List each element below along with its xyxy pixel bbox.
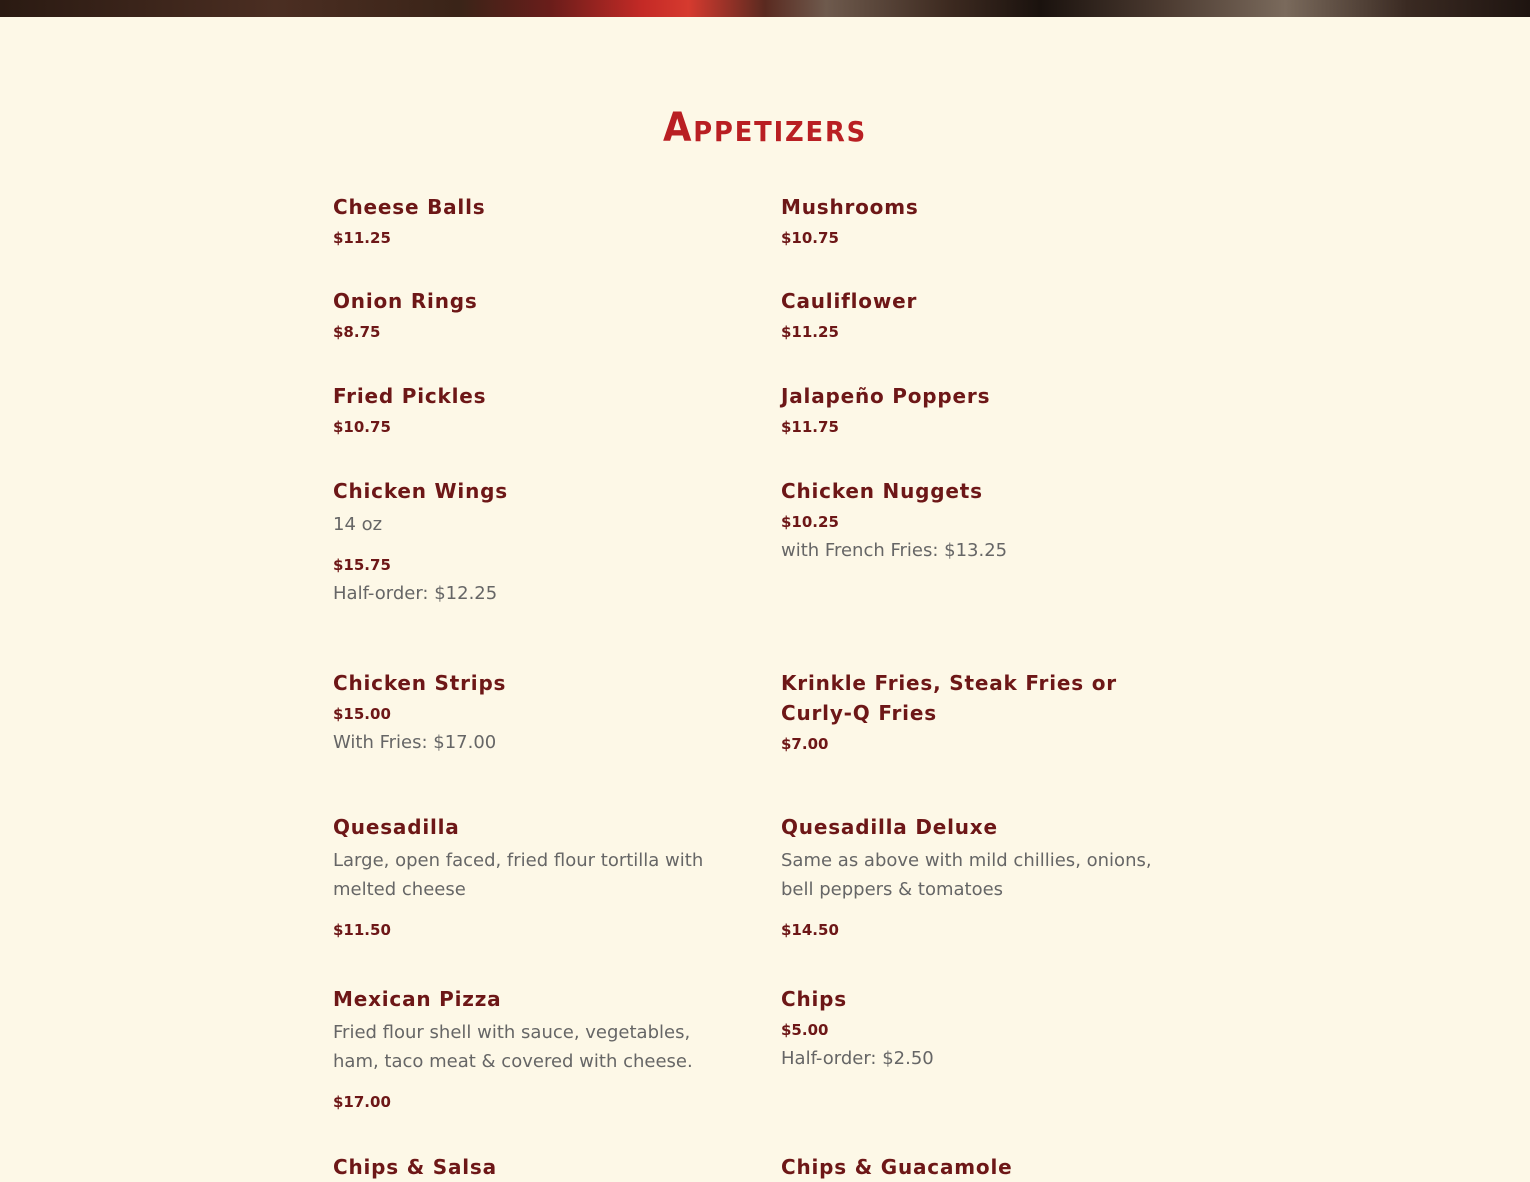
menu-item-cauliflower (781, 286, 1171, 342)
item-name: Krinkle Fries, Steak Fries or Curly-Q Fries (781, 671, 1117, 725)
item-name: Cheese Balls (333, 195, 486, 219)
item-name: Chips (781, 987, 847, 1011)
item-note: Half-order: $12.25 (333, 583, 498, 604)
item-description: Same as above with mild chillies, onions, bell peppers & tomatoes (781, 850, 1152, 900)
menu-item-chips-guacamole (781, 1152, 1171, 1182)
menu-item-chicken-wings (333, 476, 723, 608)
item-price: $11.75 (781, 418, 839, 436)
item-name: Quesadilla (333, 815, 460, 839)
item-price: $15.75 (333, 556, 391, 574)
item-note: Half-order: $2.50 (781, 1048, 934, 1069)
menu-item-mushrooms (781, 192, 1171, 248)
menu-item-fried-pickles (333, 381, 723, 437)
menu-item-chicken-strips (333, 668, 723, 757)
item-name: Quesadilla Deluxe (781, 815, 998, 839)
item-name: Chicken Strips (333, 671, 507, 695)
item-name: Jalapeño Poppers (781, 384, 991, 408)
menu-item-onion-rings (333, 286, 723, 342)
menu-item-chips-salsa (333, 1152, 723, 1182)
item-name: Mushrooms (781, 195, 919, 219)
item-price: $17.00 (333, 1093, 391, 1111)
item-price: $10.75 (781, 229, 839, 247)
item-note: with French Fries: $13.25 (781, 540, 1008, 561)
item-name: Chips & Salsa (333, 1155, 497, 1179)
item-price: $7.00 (781, 735, 829, 753)
menu-item-fries (781, 668, 1171, 754)
item-price: $8.75 (333, 323, 381, 341)
item-price: $11.25 (333, 229, 391, 247)
item-name: Fried Pickles (333, 384, 487, 408)
menu-item-chicken-nuggets (781, 476, 1171, 565)
item-name: Chicken Nuggets (781, 479, 983, 503)
menu-item-jalapeno-poppers (781, 381, 1171, 437)
item-note: With Fries: $17.00 (333, 732, 497, 753)
menu-item-cheese-balls (333, 192, 723, 248)
item-price: $11.25 (781, 323, 839, 341)
item-price: $10.75 (333, 418, 391, 436)
item-price: $11.50 (333, 921, 391, 939)
item-name: Chips & Guacamole (781, 1155, 1013, 1179)
item-description: Fried flour shell with sauce, vegetables, ham, taco meat & covered with cheese. (333, 1022, 693, 1072)
item-name: Onion Rings (333, 289, 478, 313)
item-price: $14.50 (781, 921, 839, 939)
item-price: $10.25 (781, 513, 839, 531)
menu-item-chips (781, 984, 1171, 1073)
menu-item-quesadilla-deluxe (781, 812, 1171, 940)
item-name: Chicken Wings (333, 479, 508, 503)
section-title: Appetizers (662, 105, 868, 151)
menu-item-quesadilla (333, 812, 723, 940)
item-price: $15.00 (333, 705, 391, 723)
menu-item-mexican-pizza (333, 984, 723, 1112)
item-name: Cauliflower (781, 289, 918, 313)
item-price: $5.00 (781, 1021, 829, 1039)
item-description: Large, open faced, fried flour tortilla with melted cheese (333, 850, 704, 900)
item-name: Mexican Pizza (333, 987, 502, 1011)
item-description: 14 oz (333, 514, 383, 535)
